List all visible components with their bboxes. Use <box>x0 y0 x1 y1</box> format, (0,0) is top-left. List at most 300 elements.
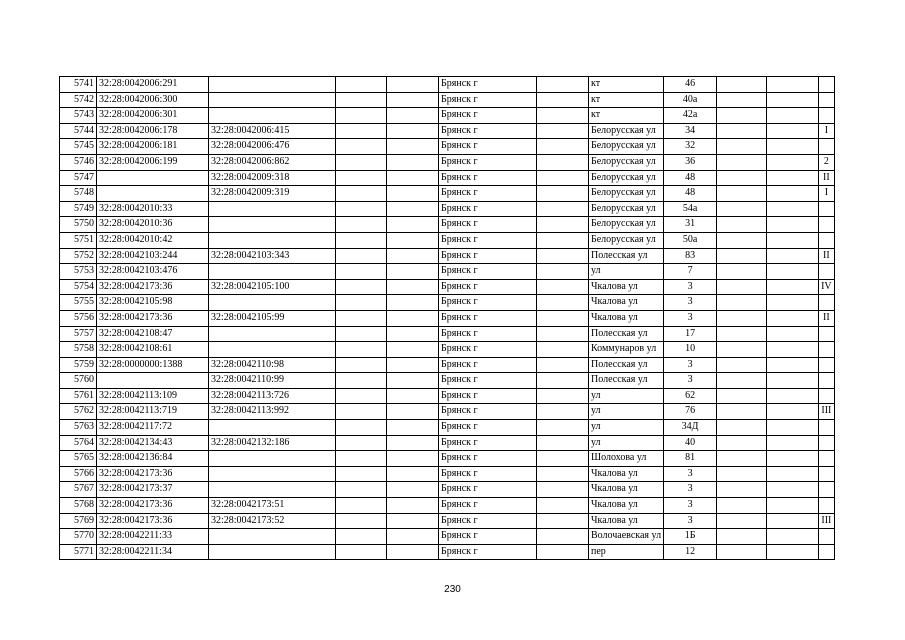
related-cadastral-number-cell: 32:28:0042105:99 <box>209 310 336 326</box>
empty-cell <box>336 357 387 373</box>
table-row <box>60 420 835 436</box>
empty-cell <box>336 108 387 124</box>
house-number-cell: 76 <box>664 404 717 420</box>
empty-cell <box>717 420 767 436</box>
table-row <box>60 154 835 170</box>
category-cell: I <box>819 123 835 139</box>
cadastral-number-cell: 32:28:0042173:36 <box>97 310 209 326</box>
empty-cell <box>717 373 767 389</box>
table-row <box>60 544 835 560</box>
table-row <box>60 92 835 108</box>
related-cadastral-number-cell: 32:28:0042006:862 <box>209 154 336 170</box>
empty-cell <box>336 170 387 186</box>
empty-cell <box>717 92 767 108</box>
city-cell: Брянск г <box>439 435 537 451</box>
table-row <box>60 529 835 545</box>
category-cell: III <box>819 404 835 420</box>
house-number-cell: 34Д <box>664 420 717 436</box>
city-cell: Брянск г <box>439 279 537 295</box>
street-cell: ул <box>589 404 664 420</box>
empty-cell <box>387 388 439 404</box>
street-cell: Полесская ул <box>589 373 664 389</box>
row-number-cell: 5759 <box>60 357 97 373</box>
row-number-cell: 5756 <box>60 310 97 326</box>
related-cadastral-number-cell: 32:28:0042113:992 <box>209 404 336 420</box>
city-cell: Брянск г <box>439 123 537 139</box>
empty-cell <box>537 123 589 139</box>
empty-cell <box>537 170 589 186</box>
row-number-cell: 5744 <box>60 123 97 139</box>
empty-cell <box>717 170 767 186</box>
city-cell: Брянск г <box>439 466 537 482</box>
city-cell: Брянск г <box>439 201 537 217</box>
house-number-cell: 3 <box>664 310 717 326</box>
empty-cell <box>767 435 819 451</box>
row-number-cell: 5749 <box>60 201 97 217</box>
table-row <box>60 248 835 264</box>
empty-cell <box>336 388 387 404</box>
related-cadastral-number-cell <box>209 451 336 467</box>
category-cell <box>819 466 835 482</box>
related-cadastral-number-cell <box>209 232 336 248</box>
category-cell: IV <box>819 279 835 295</box>
empty-cell <box>767 295 819 311</box>
street-cell: Белорусская ул <box>589 154 664 170</box>
empty-cell <box>336 373 387 389</box>
empty-cell <box>767 217 819 233</box>
street-cell: ул <box>589 388 664 404</box>
related-cadastral-number-cell <box>209 201 336 217</box>
table-row <box>60 326 835 342</box>
empty-cell <box>767 170 819 186</box>
city-cell: Брянск г <box>439 326 537 342</box>
city-cell: Брянск г <box>439 404 537 420</box>
empty-cell <box>767 373 819 389</box>
row-number-cell: 5768 <box>60 498 97 514</box>
empty-cell <box>717 357 767 373</box>
empty-cell <box>336 513 387 529</box>
empty-cell <box>767 342 819 358</box>
city-cell: Брянск г <box>439 529 537 545</box>
empty-cell <box>387 373 439 389</box>
house-number-cell: 3 <box>664 295 717 311</box>
cadastral-number-cell: 32:28:0042010:42 <box>97 232 209 248</box>
table-row <box>60 482 835 498</box>
empty-cell <box>717 310 767 326</box>
related-cadastral-number-cell: 32:28:0042006:415 <box>209 123 336 139</box>
table-body <box>60 77 835 560</box>
row-number-cell: 5746 <box>60 154 97 170</box>
related-cadastral-number-cell: 32:28:0042105:100 <box>209 279 336 295</box>
house-number-cell: 62 <box>664 388 717 404</box>
empty-cell <box>767 248 819 264</box>
house-number-cell: 1Б <box>664 529 717 545</box>
related-cadastral-number-cell <box>209 529 336 545</box>
empty-cell <box>537 404 589 420</box>
category-cell <box>819 451 835 467</box>
empty-cell <box>387 92 439 108</box>
house-number-cell: 42а <box>664 108 717 124</box>
table-row <box>60 201 835 217</box>
table-row <box>60 357 835 373</box>
street-cell: Коммунаров ул <box>589 342 664 358</box>
empty-cell <box>387 295 439 311</box>
empty-cell <box>767 357 819 373</box>
house-number-cell: 48 <box>664 186 717 202</box>
table-row <box>60 139 835 155</box>
house-number-cell: 81 <box>664 451 717 467</box>
house-number-cell: 3 <box>664 513 717 529</box>
street-cell: Полесская ул <box>589 357 664 373</box>
category-cell <box>819 77 835 93</box>
house-number-cell: 48 <box>664 170 717 186</box>
empty-cell <box>387 342 439 358</box>
category-cell <box>819 420 835 436</box>
empty-cell <box>387 108 439 124</box>
empty-cell <box>387 154 439 170</box>
empty-cell <box>537 186 589 202</box>
empty-cell <box>537 92 589 108</box>
empty-cell <box>767 529 819 545</box>
empty-cell <box>537 77 589 93</box>
empty-cell <box>767 264 819 280</box>
street-cell: Чкалова ул <box>589 482 664 498</box>
street-cell: пер <box>589 544 664 560</box>
empty-cell <box>387 264 439 280</box>
related-cadastral-number-cell <box>209 466 336 482</box>
street-cell: ул <box>589 264 664 280</box>
empty-cell <box>537 498 589 514</box>
category-cell <box>819 201 835 217</box>
street-cell: Белорусская ул <box>589 217 664 233</box>
row-number-cell: 5767 <box>60 482 97 498</box>
street-cell: кт <box>589 92 664 108</box>
street-cell: Полесская ул <box>589 326 664 342</box>
city-cell: Брянск г <box>439 498 537 514</box>
house-number-cell: 32 <box>664 139 717 155</box>
row-number-cell: 5764 <box>60 435 97 451</box>
row-number-cell: 5750 <box>60 217 97 233</box>
category-cell <box>819 342 835 358</box>
street-cell: Белорусская ул <box>589 186 664 202</box>
city-cell: Брянск г <box>439 248 537 264</box>
category-cell <box>819 264 835 280</box>
empty-cell <box>537 248 589 264</box>
empty-cell <box>336 217 387 233</box>
empty-cell <box>717 77 767 93</box>
row-number-cell: 5765 <box>60 451 97 467</box>
empty-cell <box>336 92 387 108</box>
house-number-cell: 54а <box>664 201 717 217</box>
empty-cell <box>767 186 819 202</box>
empty-cell <box>387 248 439 264</box>
empty-cell <box>336 186 387 202</box>
table-row <box>60 264 835 280</box>
street-cell: Чкалова ул <box>589 513 664 529</box>
table-row <box>60 451 835 467</box>
empty-cell <box>717 326 767 342</box>
category-cell <box>819 232 835 248</box>
empty-cell <box>387 139 439 155</box>
empty-cell <box>336 435 387 451</box>
empty-cell <box>767 544 819 560</box>
related-cadastral-number-cell <box>209 420 336 436</box>
cadastral-number-cell: 32:28:0042108:61 <box>97 342 209 358</box>
row-number-cell: 5769 <box>60 513 97 529</box>
house-number-cell: 12 <box>664 544 717 560</box>
table-row <box>60 170 835 186</box>
city-cell: Брянск г <box>439 388 537 404</box>
empty-cell <box>387 529 439 545</box>
empty-cell <box>717 154 767 170</box>
city-cell: Брянск г <box>439 451 537 467</box>
related-cadastral-number-cell <box>209 92 336 108</box>
empty-cell <box>387 123 439 139</box>
empty-cell <box>717 451 767 467</box>
empty-cell <box>537 232 589 248</box>
empty-cell <box>717 466 767 482</box>
house-number-cell: 34 <box>664 123 717 139</box>
category-cell <box>819 529 835 545</box>
house-number-cell: 3 <box>664 357 717 373</box>
empty-cell <box>767 108 819 124</box>
empty-cell <box>387 513 439 529</box>
category-cell: 2 <box>819 154 835 170</box>
category-cell: III <box>819 513 835 529</box>
city-cell: Брянск г <box>439 373 537 389</box>
empty-cell <box>717 139 767 155</box>
cadastral-number-cell: 32:28:0042103:476 <box>97 264 209 280</box>
cadastral-number-cell: 32:28:0042117:72 <box>97 420 209 436</box>
city-cell: Брянск г <box>439 357 537 373</box>
category-cell <box>819 357 835 373</box>
table-row <box>60 373 835 389</box>
row-number-cell: 5743 <box>60 108 97 124</box>
empty-cell <box>387 498 439 514</box>
house-number-cell: 17 <box>664 326 717 342</box>
street-cell: кт <box>589 108 664 124</box>
empty-cell <box>767 466 819 482</box>
table-row <box>60 77 835 93</box>
empty-cell <box>717 404 767 420</box>
empty-cell <box>717 513 767 529</box>
table-row <box>60 342 835 358</box>
empty-cell <box>767 420 819 436</box>
row-number-cell: 5762 <box>60 404 97 420</box>
category-cell: I <box>819 186 835 202</box>
cadastral-number-cell: 32:28:0000000:1388 <box>97 357 209 373</box>
house-number-cell: 3 <box>664 373 717 389</box>
empty-cell <box>537 466 589 482</box>
empty-cell <box>336 466 387 482</box>
empty-cell <box>717 217 767 233</box>
city-cell: Брянск г <box>439 186 537 202</box>
city-cell: Брянск г <box>439 342 537 358</box>
row-number-cell: 5747 <box>60 170 97 186</box>
row-number-cell: 5741 <box>60 77 97 93</box>
empty-cell <box>537 357 589 373</box>
empty-cell <box>336 123 387 139</box>
related-cadastral-number-cell: 32:28:0042173:52 <box>209 513 336 529</box>
related-cadastral-number-cell: 32:28:0042009:318 <box>209 170 336 186</box>
cadastral-number-cell: 32:28:0042006:181 <box>97 139 209 155</box>
empty-cell <box>537 310 589 326</box>
house-number-cell: 3 <box>664 482 717 498</box>
empty-cell <box>387 186 439 202</box>
cadastral-number-cell: 32:28:0042006:301 <box>97 108 209 124</box>
empty-cell <box>336 420 387 436</box>
empty-cell <box>336 404 387 420</box>
street-cell: ул <box>589 435 664 451</box>
category-cell: II <box>819 170 835 186</box>
empty-cell <box>537 529 589 545</box>
empty-cell <box>387 279 439 295</box>
empty-cell <box>767 404 819 420</box>
related-cadastral-number-cell <box>209 326 336 342</box>
house-number-cell: 31 <box>664 217 717 233</box>
empty-cell <box>717 342 767 358</box>
street-cell: Белорусская ул <box>589 139 664 155</box>
house-number-cell: 50а <box>664 232 717 248</box>
empty-cell <box>537 388 589 404</box>
empty-cell <box>336 310 387 326</box>
cadastral-number-cell: 32:28:0042010:33 <box>97 201 209 217</box>
cadastral-number-cell: 32:28:0042113:719 <box>97 404 209 420</box>
related-cadastral-number-cell: 32:28:0042110:99 <box>209 373 336 389</box>
cadastral-number-cell <box>97 170 209 186</box>
table-row <box>60 279 835 295</box>
category-cell <box>819 108 835 124</box>
city-cell: Брянск г <box>439 295 537 311</box>
table-row <box>60 217 835 233</box>
category-cell <box>819 435 835 451</box>
related-cadastral-number-cell: 32:28:0042103:343 <box>209 248 336 264</box>
row-number-cell: 5761 <box>60 388 97 404</box>
empty-cell <box>537 482 589 498</box>
cadastral-number-cell: 32:28:0042006:300 <box>97 92 209 108</box>
empty-cell <box>387 170 439 186</box>
empty-cell <box>336 326 387 342</box>
empty-cell <box>767 451 819 467</box>
house-number-cell: 3 <box>664 498 717 514</box>
empty-cell <box>336 201 387 217</box>
category-cell <box>819 92 835 108</box>
street-cell: Волочаевская ул <box>589 529 664 545</box>
table-row <box>60 513 835 529</box>
house-number-cell: 40 <box>664 435 717 451</box>
city-cell: Брянск г <box>439 139 537 155</box>
empty-cell <box>537 513 589 529</box>
empty-cell <box>767 310 819 326</box>
empty-cell <box>767 123 819 139</box>
city-cell: Брянск г <box>439 154 537 170</box>
empty-cell <box>717 388 767 404</box>
table-row <box>60 295 835 311</box>
empty-cell <box>387 77 439 93</box>
cadastral-number-cell: 32:28:0042006:291 <box>97 77 209 93</box>
empty-cell <box>336 498 387 514</box>
empty-cell <box>336 451 387 467</box>
cadastral-number-cell: 32:28:0042173:36 <box>97 466 209 482</box>
empty-cell <box>387 232 439 248</box>
empty-cell <box>537 451 589 467</box>
row-number-cell: 5770 <box>60 529 97 545</box>
table-row <box>60 310 835 326</box>
empty-cell <box>537 154 589 170</box>
house-number-cell: 36 <box>664 154 717 170</box>
category-cell <box>819 139 835 155</box>
page-number: 230 <box>444 584 461 595</box>
empty-cell <box>336 248 387 264</box>
empty-cell <box>717 108 767 124</box>
category-cell <box>819 498 835 514</box>
city-cell: Брянск г <box>439 217 537 233</box>
street-cell: Чкалова ул <box>589 466 664 482</box>
street-cell: ул <box>589 420 664 436</box>
empty-cell <box>717 295 767 311</box>
cadastral-number-cell: 32:28:0042010:36 <box>97 217 209 233</box>
empty-cell <box>717 201 767 217</box>
related-cadastral-number-cell <box>209 77 336 93</box>
city-cell: Брянск г <box>439 77 537 93</box>
city-cell: Брянск г <box>439 108 537 124</box>
row-number-cell: 5742 <box>60 92 97 108</box>
empty-cell <box>767 388 819 404</box>
empty-cell <box>717 123 767 139</box>
empty-cell <box>767 139 819 155</box>
related-cadastral-number-cell: 32:28:0042110:98 <box>209 357 336 373</box>
empty-cell <box>336 342 387 358</box>
row-number-cell: 5745 <box>60 139 97 155</box>
empty-cell <box>767 154 819 170</box>
row-number-cell: 5758 <box>60 342 97 358</box>
empty-cell <box>336 232 387 248</box>
city-cell: Брянск г <box>439 482 537 498</box>
empty-cell <box>767 482 819 498</box>
empty-cell <box>767 498 819 514</box>
empty-cell <box>717 264 767 280</box>
related-cadastral-number-cell: 32:28:0042009:319 <box>209 186 336 202</box>
related-cadastral-number-cell: 32:28:0042113:726 <box>209 388 336 404</box>
empty-cell <box>336 544 387 560</box>
cadastral-number-cell: 32:28:0042211:34 <box>97 544 209 560</box>
table-row <box>60 388 835 404</box>
city-cell: Брянск г <box>439 513 537 529</box>
table-row <box>60 466 835 482</box>
empty-cell <box>387 217 439 233</box>
table-row <box>60 498 835 514</box>
category-cell <box>819 388 835 404</box>
empty-cell <box>336 77 387 93</box>
empty-cell <box>767 92 819 108</box>
cadastral-number-cell <box>97 186 209 202</box>
table-row <box>60 108 835 124</box>
street-cell: Чкалова ул <box>589 310 664 326</box>
empty-cell <box>767 201 819 217</box>
street-cell: Белорусская ул <box>589 170 664 186</box>
house-number-cell: 83 <box>664 248 717 264</box>
city-cell: Брянск г <box>439 170 537 186</box>
empty-cell <box>767 326 819 342</box>
category-cell: II <box>819 310 835 326</box>
category-cell <box>819 544 835 560</box>
empty-cell <box>537 217 589 233</box>
cadastral-number-cell: 32:28:0042134:43 <box>97 435 209 451</box>
empty-cell <box>537 295 589 311</box>
street-cell: Чкалова ул <box>589 498 664 514</box>
related-cadastral-number-cell <box>209 217 336 233</box>
empty-cell <box>767 232 819 248</box>
